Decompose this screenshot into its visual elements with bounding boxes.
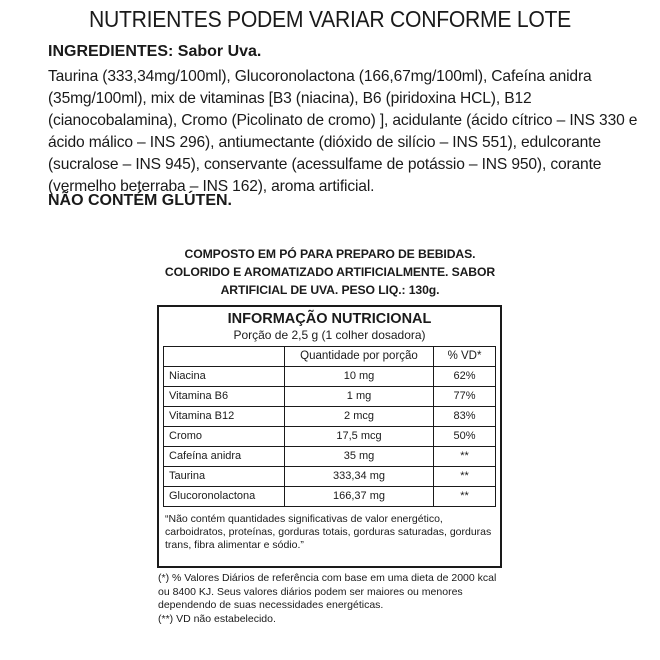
nutrient-name: Niacina [164,367,285,387]
nutrient-name: Vitamina B6 [164,387,285,407]
nutrient-amount: 1 mg [285,387,434,407]
footnote-not-established: (**) VD não estabelecido. [158,612,276,625]
nutrient-amount: 166,37 mg [285,487,434,507]
portion-size: Porção de 2,5 g (1 colher dosadora) [233,328,426,342]
page-title: NUTRIENTES PODEM VARIAR CONFORME LOTE [88,6,571,32]
footnote-daily-values: (*) % Valores Diários de referência com base em uma dieta de 2000 kcal ou 8400 KJ. Seus valores diários podem ser maiores ou menores dependendo de suas necessidades energéticas. [158,572,497,611]
nutrient-amount: 17,5 mcg [285,427,434,447]
table-row [164,467,496,487]
gluten-warning: NÃO CONTÉM GLÚTEN. [48,192,232,209]
column-header-amount: Quantidade por porção [285,347,434,367]
nutrient-name: Taurina [164,467,285,487]
nutrient-dv: ** [434,467,496,487]
nutrient-amount: 10 mg [285,367,434,387]
nutrition-title: INFORMAÇÃO NUTRICIONAL [227,311,432,327]
product-description-line: COLORIDO E AROMATIZADO ARTIFICIALMENTE. SABOR [164,265,496,279]
column-header-nutrient [164,347,285,367]
nutrient-amount: 2 mcg [285,407,434,427]
nutrient-dv: 77% [434,387,496,407]
nutrition-facts-panel [157,305,502,568]
table-row [164,447,496,467]
nutrient-name: Cromo [164,427,285,447]
table-row [164,367,496,387]
table-row [164,407,496,427]
nutrient-dv: ** [434,487,496,507]
nutrient-dv: ** [434,447,496,467]
nutrient-dv: 50% [434,427,496,447]
nutrient-amount: 333,34 mg [285,467,434,487]
table-header-row [164,347,496,367]
table-row [164,387,496,407]
nutrient-amount: 35 mg [285,447,434,467]
product-description [150,245,510,299]
nutrient-name: Vitamina B12 [164,407,285,427]
nutrition-note: “Não contém quantidades significativas de valor energético, carboidratos, proteínas, gorduras totais, gorduras saturadas, gorduras trans, fibra alimentar e sódio.” [165,513,492,551]
table-row [164,427,496,447]
column-header-dv: % VD* [434,347,496,367]
product-description-line: COMPOSTO EM PÓ PARA PREPARO DE BEBIDAS. [184,247,476,261]
footnotes [158,572,503,626]
nutrient-dv: 83% [434,407,496,427]
ingredients-text: Taurina (333,34mg/100ml), Glucoronolactona (166,67mg/100ml), Cafeína anidra (35mg/100ml), mix de vitaminas [B3 (niacina), B6 (piridoxina HCL), B12 (cianocobalamina), Cromo (Picolinato de cromo) ], acidulante (ácido cítrico – INS 330 e ácido málico – INS 296), antiumectante (dióxido de silício – INS 551), edulcorante (sucralose – INS 945), conservante (acessulfame de potássio – INS 950), corante (vermelho beterraba – INS 162), aroma artificial. [48,68,638,195]
product-description-line: ARTIFICIAL DE UVA. PESO LIQ.: 130g. [220,283,440,297]
ingredients-heading: INGREDIENTES: Sabor Uva. [48,43,262,60]
nutrient-name: Cafeína anidra [164,447,285,467]
nutrient-name: Glucoronolactona [164,487,285,507]
table-row [164,487,496,507]
nutrient-dv: 62% [434,367,496,387]
nutrition-table [163,346,496,507]
